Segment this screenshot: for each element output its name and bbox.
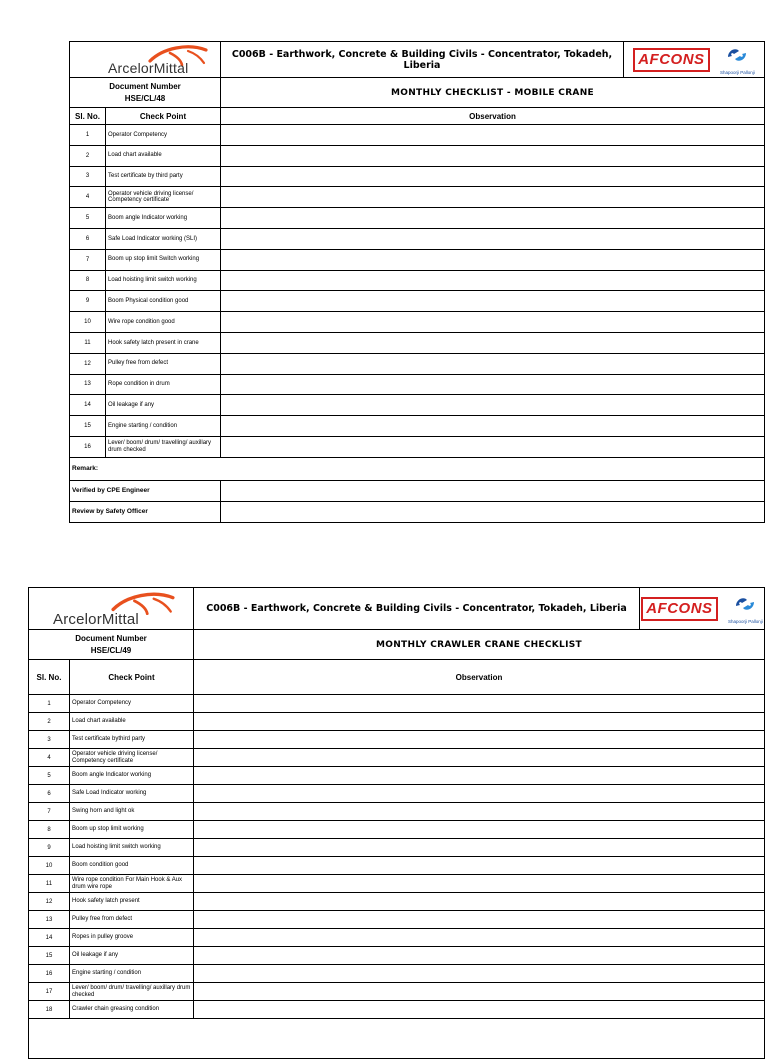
document-number-label: Document Number (109, 81, 181, 91)
row-number: 12 (70, 353, 106, 374)
arcelormittal-logo (70, 42, 221, 78)
check-point-text: Lever/ boom/ drum/ travelling/ auxillary drum checked (106, 436, 221, 457)
check-point-text: Boom angle Indicator working (70, 767, 194, 785)
observation-field[interactable] (194, 821, 765, 839)
check-point-text: Test certificate by third party (106, 166, 221, 187)
checklist-row (29, 731, 765, 749)
column-header-observation: Observation (194, 660, 765, 695)
document-number-cell (70, 78, 221, 108)
observation-field[interactable] (221, 312, 765, 333)
arcelormittal-logo (29, 588, 194, 630)
shapoorji-pallonji-emblem-icon (733, 594, 757, 614)
shapoorji-pallonji-wordmark: Shapoorji Pallonji (728, 618, 763, 624)
checklist-row (29, 947, 765, 965)
check-point-text: Ropes in pulley groove (70, 929, 194, 947)
row-number: 2 (70, 145, 106, 166)
checklist-row (29, 929, 765, 947)
observation-field[interactable] (194, 731, 765, 749)
arcelormittal-wordmark: ArcelorMittal (108, 60, 189, 76)
observation-field[interactable] (194, 839, 765, 857)
row-number: 12 (29, 893, 70, 911)
row-number: 10 (29, 857, 70, 875)
checklist-row (29, 767, 765, 785)
checklist-row (29, 911, 765, 929)
observation-field[interactable] (221, 395, 765, 416)
checklist-row (29, 893, 765, 911)
check-point-text: Lever/ boom/ drum/ travelling/ auxillary drum checked (70, 983, 194, 1001)
observation-field[interactable] (194, 965, 765, 983)
row-number: 15 (70, 416, 106, 437)
project-title: C006B - Earthwork, Concrete & Building Civils - Concentrator, Tokadeh, Liberia (194, 588, 640, 630)
checklist-row (29, 713, 765, 731)
observation-field[interactable] (194, 785, 765, 803)
row-number: 3 (70, 166, 106, 187)
check-point-text: Safe Load Indicator working (SLI) (106, 228, 221, 249)
check-point-text: Wire rope condition For Main Hook & Aux drum wire rope (70, 875, 194, 893)
observation-field[interactable] (194, 983, 765, 1001)
check-point-text: Swing horn and light ok (70, 803, 194, 821)
row-number: 5 (70, 208, 106, 229)
row-number: 5 (29, 767, 70, 785)
checklist-row (70, 332, 765, 353)
observation-field[interactable] (194, 803, 765, 821)
check-point-text: Load chart available (70, 713, 194, 731)
check-point-text: Operator Competency (70, 695, 194, 713)
observation-field[interactable] (221, 125, 765, 146)
row-number: 4 (29, 749, 70, 767)
check-point-text: Pulley free from defect (70, 911, 194, 929)
row-number: 14 (29, 929, 70, 947)
check-point-text: Hook safety latch present (70, 893, 194, 911)
checklist-row (70, 125, 765, 146)
checklist-row (70, 312, 765, 333)
checklist-row (70, 291, 765, 312)
observation-field[interactable] (194, 875, 765, 893)
check-point-text: Boom up stop limit working (70, 821, 194, 839)
check-point-text: Wire rope condition good (106, 312, 221, 333)
row-number: 8 (70, 270, 106, 291)
check-point-text: Boom condition good (70, 857, 194, 875)
checklist-title: MONTHLY CRAWLER CRANE CHECKLIST (194, 630, 765, 660)
checklist-row (70, 249, 765, 270)
checklist-row (29, 803, 765, 821)
document-number-label: Document Number (75, 633, 147, 643)
row-number: 4 (70, 187, 106, 208)
row-number: 13 (70, 374, 106, 395)
check-point-text: Load hoisting limit switch working (106, 270, 221, 291)
row-number: 18 (29, 1001, 70, 1019)
check-point-text: Operator Competency (106, 125, 221, 146)
checklist-row (70, 416, 765, 437)
review-by-field[interactable] (221, 501, 765, 522)
column-header-check-point: Check Point (70, 660, 194, 695)
observation-field[interactable] (194, 767, 765, 785)
mobile-crane-checklist-form (69, 41, 765, 523)
check-point-text: Engine starting / condition (70, 965, 194, 983)
row-number: 7 (70, 249, 106, 270)
check-point-text: Operator vehicle driving license/ Competency certificate (70, 749, 194, 767)
check-point-text: Hook safety latch present in crane (106, 332, 221, 353)
remark-row: Remark: (70, 457, 765, 480)
observation-field[interactable] (221, 270, 765, 291)
row-number: 1 (29, 695, 70, 713)
observation-field[interactable] (221, 187, 765, 208)
row-number: 9 (70, 291, 106, 312)
contractor-logos (624, 42, 765, 78)
checklist-row (70, 374, 765, 395)
row-number: 14 (70, 395, 106, 416)
observation-field[interactable] (194, 893, 765, 911)
observation-field[interactable] (221, 436, 765, 457)
observation-field[interactable] (194, 749, 765, 767)
shapoorji-pallonji-wordmark: Shapoorji Pallonji (720, 69, 755, 75)
document-number-value: HSE/CL/48 (124, 93, 166, 103)
document-number-value: HSE/CL/49 (90, 645, 132, 655)
verified-by-field[interactable] (221, 480, 765, 501)
contractor-logos (640, 588, 765, 630)
arcelormittal-wordmark: ArcelorMittal (53, 611, 139, 628)
row-number: 13 (29, 911, 70, 929)
observation-field[interactable] (194, 929, 765, 947)
check-point-text: Load hoisting limit switch working (70, 839, 194, 857)
afcons-logo: AFCONS (641, 597, 717, 621)
document-number-cell (29, 630, 194, 660)
observation-field[interactable] (194, 947, 765, 965)
row-number: 3 (29, 731, 70, 749)
checklist-row (70, 166, 765, 187)
check-point-text: Engine starting / condition (106, 416, 221, 437)
shapoorji-pallonji-logo (720, 45, 755, 75)
checklist-row (29, 875, 765, 893)
row-number: 1 (70, 125, 106, 146)
observation-field[interactable] (221, 416, 765, 437)
checklist-row (29, 785, 765, 803)
column-header-observation: Observation (221, 108, 765, 125)
checklist-row (29, 749, 765, 767)
observation-field[interactable] (194, 1001, 765, 1019)
row-number: 16 (29, 965, 70, 983)
row-number: 11 (70, 332, 106, 353)
observation-field[interactable] (194, 713, 765, 731)
observation-field[interactable] (221, 145, 765, 166)
observation-field[interactable] (194, 911, 765, 929)
check-point-text: Boom angle Indicator working (106, 208, 221, 229)
check-point-text: Operator vehicle driving license/ Competency certificate (106, 187, 221, 208)
column-header-check-point: Check Point (106, 108, 221, 125)
check-point-text: Pulley free from defect (106, 353, 221, 374)
checklist-row (29, 821, 765, 839)
checklist-row (70, 353, 765, 374)
row-number: 2 (29, 713, 70, 731)
check-point-text: Crawler chain greasing condition (70, 1001, 194, 1019)
checklist-row (70, 228, 765, 249)
observation-field[interactable] (221, 228, 765, 249)
check-point-text: Boom Physical condition good (106, 291, 221, 312)
project-title: C006B - Earthwork, Concrete & Building Civils - Concentrator, Tokadeh, Liberia (221, 42, 624, 78)
checklist-row (29, 839, 765, 857)
observation-field[interactable] (221, 332, 765, 353)
row-number: 10 (70, 312, 106, 333)
checklist-row (70, 436, 765, 457)
row-number: 17 (29, 983, 70, 1001)
checklist-row (70, 145, 765, 166)
trailing-row (29, 1019, 765, 1059)
observation-field[interactable] (221, 208, 765, 229)
row-number: 9 (29, 839, 70, 857)
checklist-row (29, 965, 765, 983)
afcons-logo: AFCONS (633, 48, 709, 72)
observation-field[interactable] (221, 249, 765, 270)
column-header-sl-no: Sl. No. (29, 660, 70, 695)
row-number: 15 (29, 947, 70, 965)
shapoorji-pallonji-emblem-icon (725, 45, 749, 65)
observation-field[interactable] (221, 166, 765, 187)
check-point-text: Oil leakage if any (70, 947, 194, 965)
check-point-text: Test certificate bythird party (70, 731, 194, 749)
checklist-row (29, 857, 765, 875)
checklist-row (29, 983, 765, 1001)
checklist-row (29, 695, 765, 713)
checklist-row (70, 395, 765, 416)
checklist-row (70, 270, 765, 291)
checklist-row (70, 208, 765, 229)
row-number: 6 (70, 228, 106, 249)
row-number: 6 (29, 785, 70, 803)
observation-field[interactable] (194, 857, 765, 875)
review-by-label: Review by Safety Officer (70, 501, 221, 522)
check-point-text: Boom up stop limit Switch working (106, 249, 221, 270)
crawler-crane-checklist-form (28, 587, 765, 1059)
verified-by-label: Verified by CPE Engineer (70, 480, 221, 501)
row-number: 8 (29, 821, 70, 839)
checklist-title: MONTHLY CHECKLIST - MOBILE CRANE (221, 78, 765, 108)
checklist-row (29, 1001, 765, 1019)
observation-field[interactable] (221, 353, 765, 374)
check-point-text: Safe Load Indicator working (70, 785, 194, 803)
observation-field[interactable] (221, 291, 765, 312)
check-point-text: Rope condition in drum (106, 374, 221, 395)
row-number: 11 (29, 875, 70, 893)
checklist-row (70, 187, 765, 208)
column-header-sl-no: Sl. No. (70, 108, 106, 125)
observation-field[interactable] (221, 374, 765, 395)
check-point-text: Oil leakage if any (106, 395, 221, 416)
row-number: 7 (29, 803, 70, 821)
row-number: 16 (70, 436, 106, 457)
observation-field[interactable] (194, 695, 765, 713)
shapoorji-pallonji-logo (728, 594, 763, 624)
check-point-text: Load chart available (106, 145, 221, 166)
